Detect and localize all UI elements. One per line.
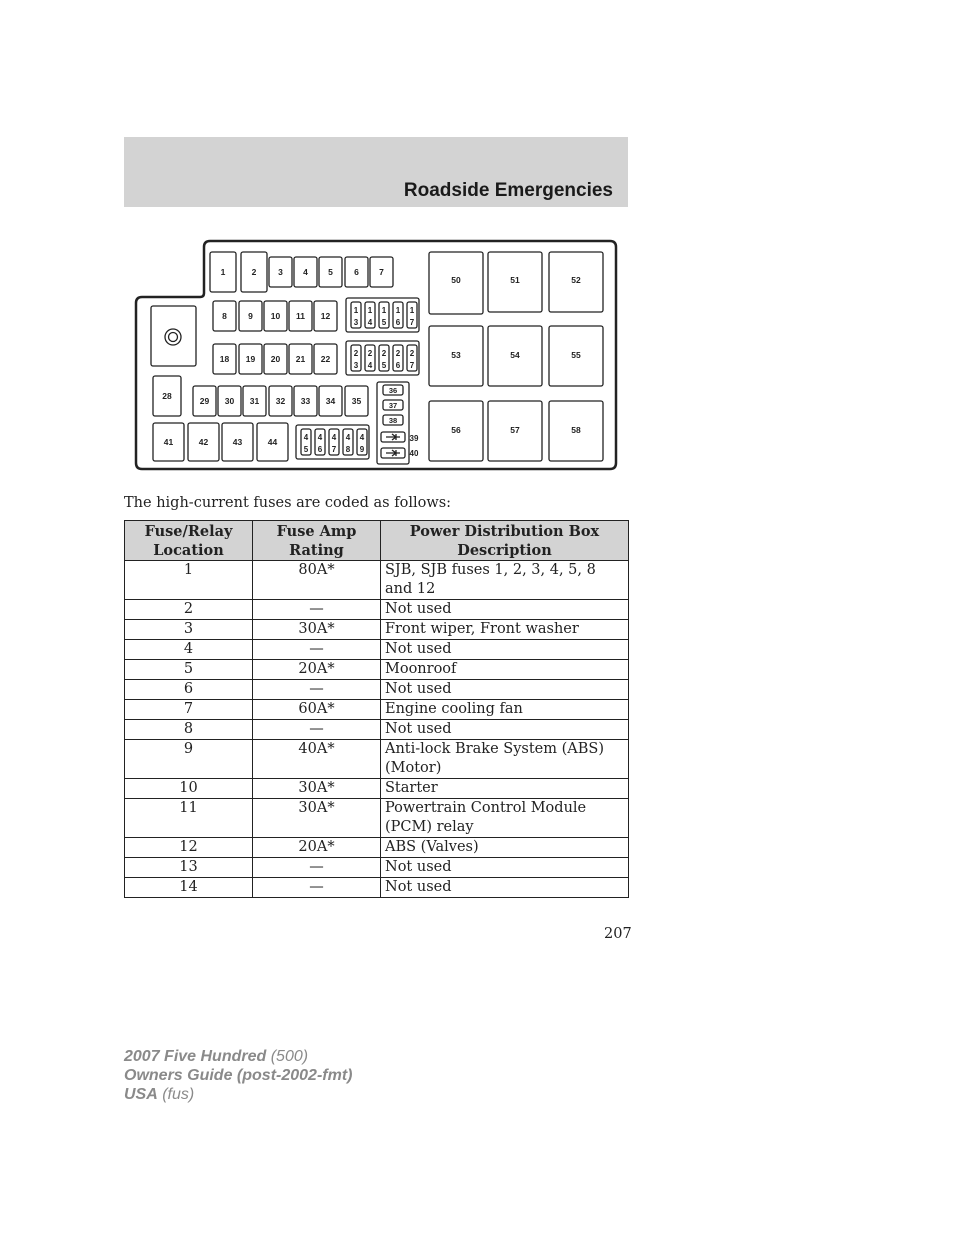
fuse-label: 20 xyxy=(270,354,281,364)
fuse-label: 7 xyxy=(409,318,415,327)
fuse-label: 21 xyxy=(295,354,306,364)
fuse-label: 1 xyxy=(381,306,387,315)
cell-description: Anti-lock Brake System (ABS) (Motor) xyxy=(381,740,629,779)
fuse-label: 31 xyxy=(249,396,260,406)
fuse-label: 40 xyxy=(409,449,419,458)
cell-rating: — xyxy=(253,858,381,878)
table-row xyxy=(125,740,629,779)
grommet-housing xyxy=(151,306,196,366)
fuse-label: 4 xyxy=(331,433,337,442)
fuse-label: 1 xyxy=(395,306,401,315)
fuse-label: 7 xyxy=(331,445,337,454)
table-row xyxy=(125,838,629,858)
fuse-label: 1 xyxy=(409,306,415,315)
cell-description: Not used xyxy=(381,640,629,660)
fuse-label: 4 xyxy=(317,433,323,442)
fuse-label: 29 xyxy=(199,396,210,406)
footer-model-code: (500) xyxy=(266,1048,309,1065)
page-number: 207 xyxy=(604,926,632,942)
cell-description: Not used xyxy=(381,720,629,740)
high-current-fuse-table xyxy=(124,520,629,898)
cell-rating: — xyxy=(253,878,381,898)
table-row xyxy=(125,680,629,700)
fuse-label: 55 xyxy=(571,350,581,360)
fuse-label: 11 xyxy=(296,311,305,321)
cell-location: 10 xyxy=(125,779,253,799)
cell-location: 12 xyxy=(125,838,253,858)
cell-description: Starter xyxy=(381,779,629,799)
cell-location: 9 xyxy=(125,740,253,779)
fuse-label: 5 xyxy=(381,318,387,327)
table-row xyxy=(125,620,629,640)
table-row xyxy=(125,640,629,660)
fuse-label: 19 xyxy=(245,354,256,364)
fuse-label: 8 xyxy=(345,445,351,454)
fuse-label: 4 xyxy=(345,433,351,442)
cell-location: 8 xyxy=(125,720,253,740)
table-row xyxy=(125,799,629,838)
fuse-label: 34 xyxy=(325,396,336,406)
cell-location: 5 xyxy=(125,660,253,680)
fuse-label: 51 xyxy=(510,275,520,285)
footer-market-code: (fus) xyxy=(157,1086,195,1103)
fuse-label: 7 xyxy=(379,267,384,277)
table-row xyxy=(125,600,629,620)
cell-description: Engine cooling fan xyxy=(381,700,629,720)
fuse-label: 38 xyxy=(388,416,398,425)
cell-rating: 30A* xyxy=(253,779,381,799)
fuse-label: 4 xyxy=(367,361,373,370)
table-row xyxy=(125,858,629,878)
footer-guide: Owners Guide (post-2002-fmt) xyxy=(124,1067,353,1084)
cell-description: Not used xyxy=(381,878,629,898)
fuse-label: 2 xyxy=(381,349,387,358)
cell-rating: 20A* xyxy=(253,660,381,680)
fuse-label: 28 xyxy=(162,391,172,401)
fuse-label: 6 xyxy=(395,361,401,370)
document-footer xyxy=(124,1047,352,1104)
fuse-label: 1 xyxy=(353,306,359,315)
fuse-label: 3 xyxy=(278,267,283,277)
footer-market: USA xyxy=(124,1086,158,1103)
table-row xyxy=(125,700,629,720)
fuse-label: 57 xyxy=(510,425,520,435)
fuse-label: 32 xyxy=(275,396,286,406)
cell-description: Not used xyxy=(381,858,629,878)
cell-description: Powertrain Control Module (PCM) relay xyxy=(381,799,629,838)
cell-rating: — xyxy=(253,720,381,740)
fuse-label: 5 xyxy=(303,445,309,454)
table-row xyxy=(125,561,629,600)
cell-location: 4 xyxy=(125,640,253,660)
cell-location: 2 xyxy=(125,600,253,620)
fuse-label: 39 xyxy=(409,434,419,443)
fuse-label: 4 xyxy=(359,433,365,442)
fuse-label: 35 xyxy=(351,396,362,406)
fuse-label: 36 xyxy=(388,386,398,395)
cell-rating: — xyxy=(253,640,381,660)
fuse-label: 4 xyxy=(303,433,309,442)
table-row xyxy=(125,660,629,680)
fuse-label: 42 xyxy=(198,437,209,447)
fuse-label: 54 xyxy=(510,350,520,360)
fuse-label: 50 xyxy=(451,275,461,285)
section-title: Roadside Emergencies xyxy=(403,180,613,201)
fuse-label: 6 xyxy=(395,318,401,327)
cell-location: 13 xyxy=(125,858,253,878)
cell-description: ABS (Valves) xyxy=(381,838,629,858)
fuse-label: 41 xyxy=(163,437,174,447)
cell-rating: — xyxy=(253,600,381,620)
cell-description: Not used xyxy=(381,600,629,620)
fuse-label: 30 xyxy=(224,396,235,406)
table-row xyxy=(125,878,629,898)
fuse-label: 4 xyxy=(367,318,373,327)
fuse-label: 3 xyxy=(353,361,359,370)
cell-location: 3 xyxy=(125,620,253,640)
fuse-label: 6 xyxy=(317,445,323,454)
fuse-label: 3 xyxy=(353,318,359,327)
fuse-label: 1 xyxy=(367,306,373,315)
cell-location: 1 xyxy=(125,561,253,600)
fuse-label: 2 xyxy=(353,349,359,358)
table-row xyxy=(125,720,629,740)
cell-rating: — xyxy=(253,680,381,700)
fuse-label: 5 xyxy=(381,361,387,370)
fuse-label: 8 xyxy=(222,311,227,321)
cell-location: 7 xyxy=(125,700,253,720)
fuse-label: 9 xyxy=(359,445,365,454)
fuse-label: 7 xyxy=(409,361,415,370)
intro-text: The high-current fuses are coded as follows: xyxy=(124,495,452,511)
cell-rating: 20A* xyxy=(253,838,381,858)
cell-location: 11 xyxy=(125,799,253,838)
fuse-label: 1 xyxy=(220,267,226,277)
cell-rating: 30A* xyxy=(253,620,381,640)
column-header-location: Fuse/Relay Location xyxy=(125,521,253,561)
fuse-label: 53 xyxy=(451,350,461,360)
cell-location: 14 xyxy=(125,878,253,898)
fuse-label: 44 xyxy=(267,437,278,447)
fuse-label: 9 xyxy=(248,311,253,321)
fuse-label: 2 xyxy=(409,349,415,358)
fuse-label: 56 xyxy=(451,425,461,435)
fuse-label: 2 xyxy=(367,349,373,358)
cell-description: Front wiper, Front washer xyxy=(381,620,629,640)
fuse-label: 58 xyxy=(571,425,581,435)
fuse-box-diagram xyxy=(124,236,620,474)
fuse-label: 10 xyxy=(270,311,281,321)
fuse-label: 5 xyxy=(328,267,333,277)
column-header-description: Power Distribution Box Description xyxy=(381,521,629,561)
cell-description: Not used xyxy=(381,680,629,700)
column-header-rating: Fuse Amp Rating xyxy=(253,521,381,561)
fuse-label: 12 xyxy=(320,311,331,321)
fuse-label: 18 xyxy=(219,354,230,364)
cell-rating: 80A* xyxy=(253,561,381,600)
fuse-label: 52 xyxy=(571,275,581,285)
cell-description: SJB, SJB fuses 1, 2, 3, 4, 5, 8 and 12 xyxy=(381,561,629,600)
cell-rating: 30A* xyxy=(253,799,381,838)
table-row xyxy=(125,779,629,799)
cell-description: Moonroof xyxy=(381,660,629,680)
section-header-band xyxy=(124,137,628,207)
footer-model: 2007 Five Hundred xyxy=(124,1048,267,1065)
cell-location: 6 xyxy=(125,680,253,700)
table-header-row xyxy=(125,521,629,561)
fuse-label: 33 xyxy=(300,396,311,406)
fuse-label: 2 xyxy=(395,349,401,358)
fuse-label: 4 xyxy=(303,267,308,277)
fuse-label: 43 xyxy=(232,437,243,447)
cell-rating: 40A* xyxy=(253,740,381,779)
fuse-label: 22 xyxy=(320,354,331,364)
cell-rating: 60A* xyxy=(253,700,381,720)
fuse-label: 37 xyxy=(388,401,398,410)
fuse-label: 6 xyxy=(354,267,359,277)
fuse-label: 2 xyxy=(251,267,257,277)
